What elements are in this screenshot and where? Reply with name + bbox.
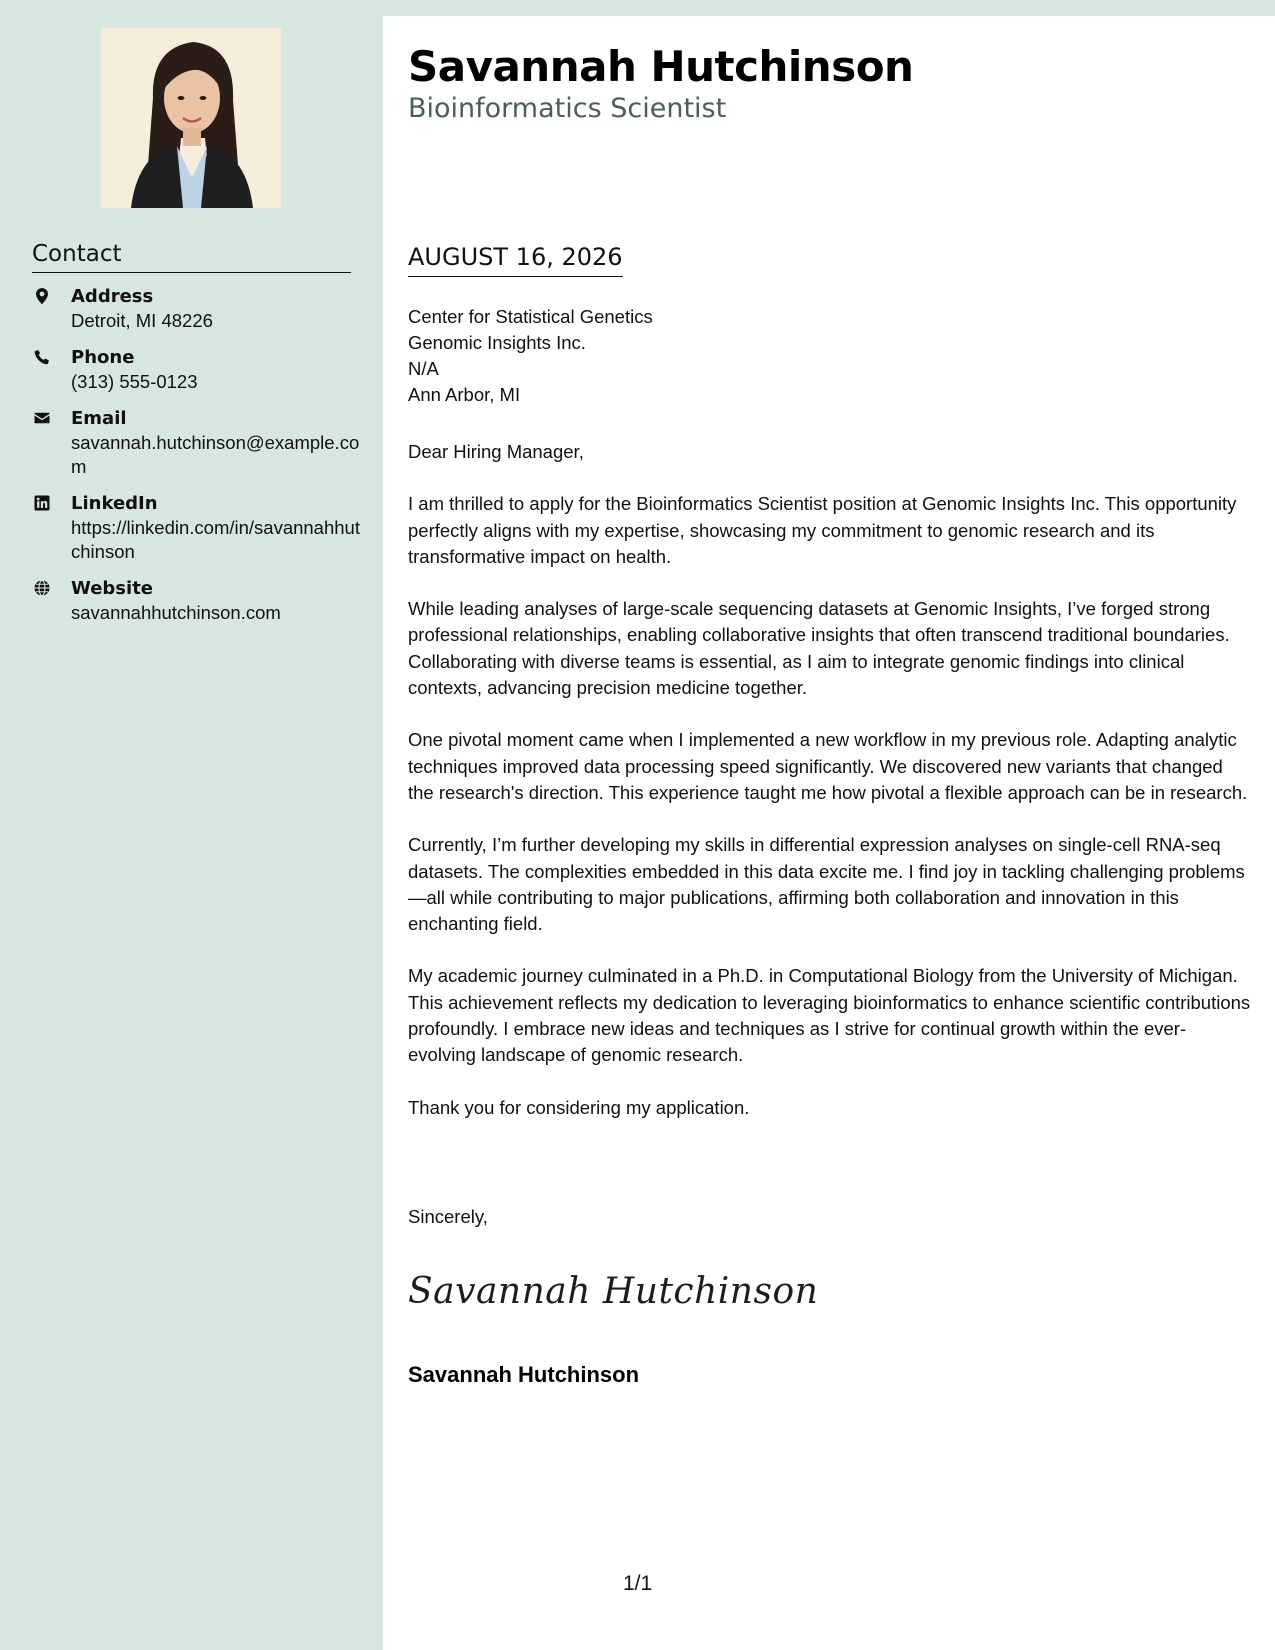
globe-icon [33,579,51,597]
website-label: Website [71,578,154,599]
letter-date: AUGUST 16, 2026 [408,242,623,277]
sidebar [0,0,383,1650]
letter-body [383,16,1275,1650]
phone-label: Phone [71,347,135,368]
letter-paragraph: I am thrilled to apply for the Bioinformatics Scientist position at Genomic Insights Inc. This opportunity perfectly aligns with my expertise, showcasing my commitment to genomic research and its transformative impact on health. [408,493,1237,567]
email-value[interactable]: savannah.hutchinson@example.com [71,432,360,477]
recipient-line: N/A [408,358,439,379]
job-title: Bioinformatics Scientist [408,93,727,124]
map-pin-icon [33,287,51,305]
closing: Sincerely, [408,1206,488,1227]
contact-address [32,285,362,333]
contact-email [32,407,362,479]
contact-list [32,285,362,638]
signed-name: Savannah Hutchinson [408,1362,640,1387]
contact-heading: Contact [32,240,351,273]
profile-photo [101,28,281,208]
top-strip [0,0,1275,16]
email-label: Email [71,408,127,429]
letter-paragraph: Currently, I’m further developing my skills in differential expression analyses on single-cell RNA-seq datasets. The complexities embedded in this data excite me. I find joy in tackling challenging problems—all while contributing to major publications, affirming both collaboration and innovation in this enchanting field. [408,834,1245,935]
contact-website [32,577,362,625]
address-value: Detroit, MI 48226 [71,310,213,331]
contact-linkedin [32,492,362,564]
address-label: Address [71,286,154,307]
letter-content [408,439,1251,1147]
phone-value: (313) 555-0123 [71,371,198,392]
page-number: 1/1 [623,1572,653,1595]
envelope-icon [33,409,51,427]
applicant-name: Savannah Hutchinson [408,42,914,91]
linkedin-value[interactable]: https://linkedin.com/in/savannahhutchinson [71,517,360,562]
letter-paragraph: One pivotal moment came when I implemented a new workflow in my previous role. Adapting analytic techniques improved data processing speed significantly. We discovered new variants that changed the research's direction. This experience taught me how pivotal a flexible approach can be in research. [408,729,1248,803]
letter-paragraph: Thank you for considering my application. [408,1096,750,1118]
greeting: Dear Hiring Manager, [408,441,584,462]
website-value[interactable]: savannahhutchinson.com [71,602,281,623]
phone-icon [33,348,51,366]
recipient-line: Ann Arbor, MI [408,384,521,405]
recipient-line: Genomic Insights Inc. [408,332,586,353]
contact-phone [32,346,362,394]
signature [408,1264,819,1320]
recipient-line: Center for Statistical Genetics [408,306,653,327]
linkedin-icon [33,494,51,512]
signature-image: Savannah Hutchinson [408,1271,819,1312]
linkedin-label: LinkedIn [71,493,158,514]
letter-paragraph: While leading analyses of large-scale sequencing datasets at Genomic Insights, I’ve forged strong professional relationships, enabling collaborative insights that often transcend traditional boundaries. Collaborating with diverse teams is essential, as I aim to integrate genomic findings into clinical contexts, advancing precision medicine together. [408,598,1230,699]
letter-paragraph: My academic journey culminated in a Ph.D. in Computational Biology from the University of Michigan. This achievement reflects my dedication to leveraging bioinformatics to enhance scientific contributions profoundly. I embrace new ideas and techniques as I strive for continual growth within the ever-evolving landscape of genomic research. [408,965,1251,1066]
recipient-block [408,304,653,408]
